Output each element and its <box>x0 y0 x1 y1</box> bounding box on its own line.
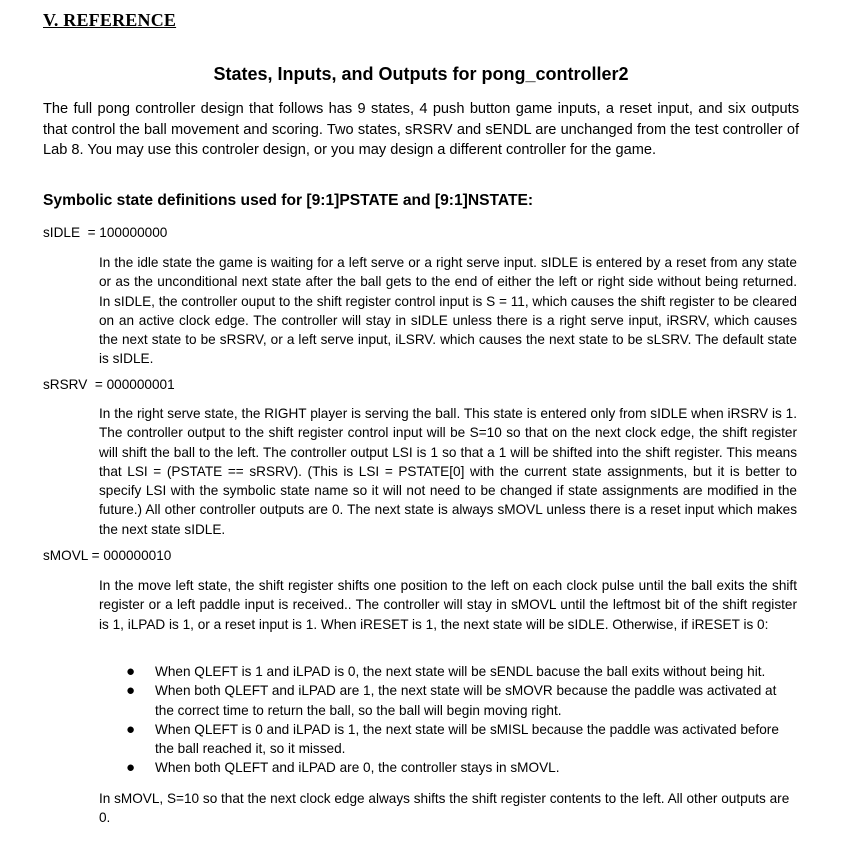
list-item: ● When QLEFT is 1 and iLPAD is 0, the next state will be sENDL bacuse the ball exits without being hit. <box>126 663 766 680</box>
state-description-srsrv: In the right serve state, the RIGHT player is serving the ball. This state is entered only from sIDLE when iRSRV is 1. The controller output to the shift register control input will be S=10 so that on the next clock edge, the shift register will shift the ball to the left. The controller output LSI is 1 so that a 1 will be shifted into the shift register. This means that LSI = (PSTATE == sRSRV). (This is LSI = PSTATE[0] with the current state assignments, but it is better to specify LSI with the symbolic state name so it will not need to be changed if state assignments are modified in the future.) All other controller outputs are 0. The next state is always sMOVL unless there is a reset input which makes the next state sIDLE. <box>99 406 797 537</box>
bullet-icon: ● <box>126 663 136 680</box>
state-description-smovl: In the move left state, the shift register shifts one position to the left on each clock pulse until the ball exits the shift register or a left paddle input is received.. The controller will stay in sMOVL until the leftmost bit of the shift register is 1, iLPAD is 1, or a reset input is 1. When iRESET is 1, the next state will be sIDLE. Otherwise, if iRESET is 0: <box>99 578 797 632</box>
state-description-sidle: In the idle state the game is waiting for a left serve or a right serve input. sIDLE is entered by a reset from any state or as the unconditional next state after the ball gets to the end of either the left or right side without being returned. In sIDLE, the controller ouput to the shift register control input is S = 11, which causes the shift register to be cleared on an active clock edge. The controller will stay in sIDLE unless there is a right serve input, iRSRV, which causes the next state to be sRSRV, or a left serve input, iLSRV. which causes the next state to be sLSRV. The default state is sIDLE. <box>99 255 797 367</box>
bullet-icon: ● <box>126 759 136 777</box>
state-encoding: = 000000010 <box>87 548 172 563</box>
smovl-condition-list <box>124 662 798 778</box>
list-item: ● When both QLEFT and iLPAD are 0, the controller stays in sMOVL. <box>126 759 560 777</box>
bullet-icon: ● <box>126 720 136 738</box>
state-definition-smovl <box>43 548 171 563</box>
state-definition-sidle <box>43 225 167 240</box>
state-encoding: = 000000001 <box>87 377 175 392</box>
section-heading: V. REFERENCE <box>43 10 177 30</box>
intro-paragraph: The full pong controller design that follows has 9 states, 4 push button game inputs, a reset input, and six outputs that control the ball movement and scoring. Two states, sRSRV and sENDL are unchanged from the test controller of Lab 8. You may use this controler design, or you may design a different controller for the game. <box>43 101 799 159</box>
page-title: States, Inputs, and Outputs for pong_controller2 <box>213 64 629 84</box>
definitions-heading: Symbolic state definitions used for [9:1]PSTATE and [9:1]NSTATE: <box>43 192 534 209</box>
state-name: sIDLE <box>43 225 81 240</box>
state-encoding: = 100000000 <box>80 225 168 240</box>
list-item: ● When QLEFT is 0 and iLPAD is 1, the next state will be sMISL because the paddle was activated before the ball reached it, so it missed. <box>126 720 779 757</box>
state-name: sMOVL <box>43 548 88 563</box>
list-item: ● When both QLEFT and iLPAD are 1, the next state will be sMOVR because the paddle was activated at the correct time to return the ball, so the ball will begin moving right. <box>126 682 777 718</box>
bullet-icon: ● <box>126 682 136 700</box>
state-name: sRSRV <box>43 377 88 392</box>
smovl-closing-paragraph: In sMOVL, S=10 so that the next clock edge always shifts the shift register contents to the left. All other outputs are 0. <box>99 791 790 826</box>
state-definition-srsrv <box>43 377 175 392</box>
